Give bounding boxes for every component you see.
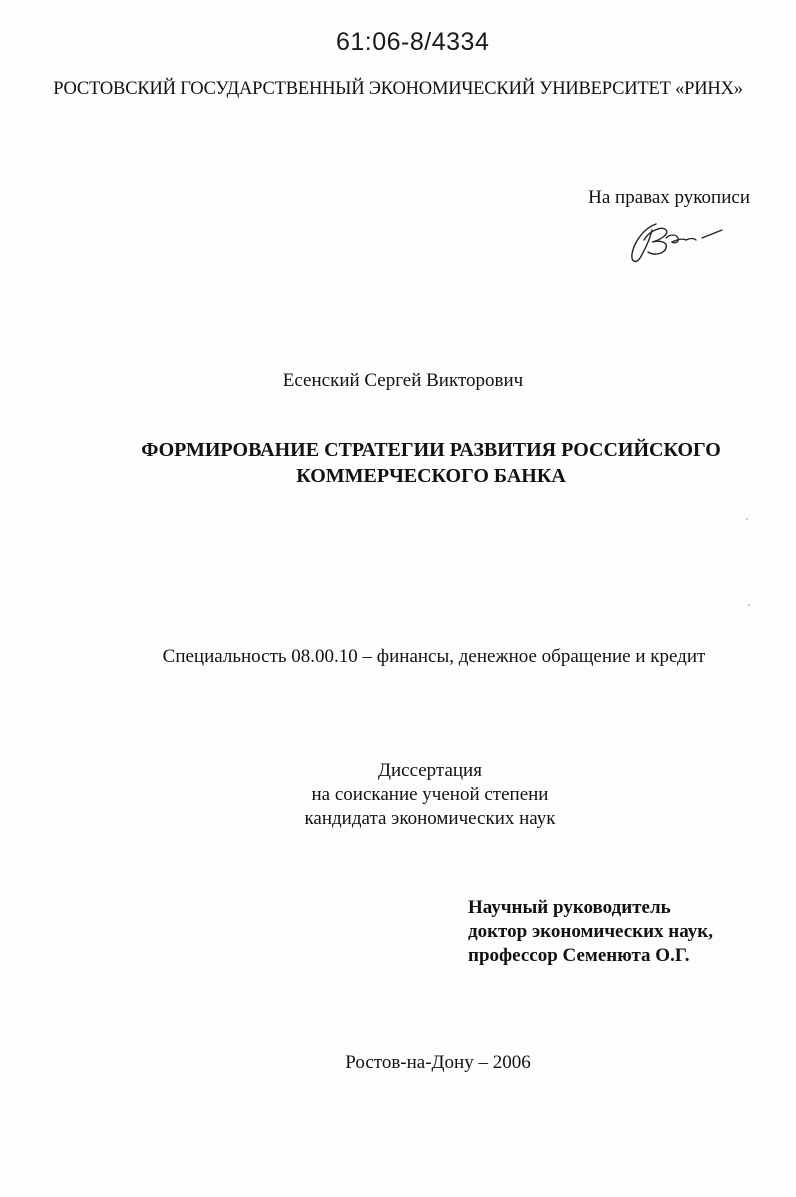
supervisor-line-1: Научный руководитель: [468, 897, 671, 918]
author-name: Есенский Сергей Викторович: [282, 370, 524, 391]
degree-line-3: кандидата экономических наук: [304, 808, 556, 829]
title-line-1: ФОРМИРОВАНИЕ СТРАТЕГИИ РАЗВИТИЯ РОССИЙСКОГО: [141, 439, 721, 461]
supervisor-line-2: доктор экономических наук,: [468, 921, 713, 942]
handwritten-signature-icon: [626, 216, 730, 266]
specialty-line: Специальность 08.00.10 – финансы, денежное обращение и кредит: [162, 646, 706, 667]
scan-speck: [746, 518, 748, 520]
scan-speck: [748, 604, 750, 606]
degree-line-2: на соискание ученой степени: [311, 784, 549, 805]
degree-line-1: Диссертация: [378, 760, 482, 781]
university-name: РОСТОВСКИЙ ГОСУДАРСТВЕННЫЙ ЭКОНОМИЧЕСКИЙ УНИВЕРСИТЕТ «РИНХ»: [53, 79, 743, 99]
dissertation-title: [0, 437, 796, 489]
title-line-2: КОММЕРЧЕСКОГО БАНКА: [296, 465, 566, 487]
catalog-number: 61:06-8/4334: [336, 28, 490, 56]
supervisor-block: [468, 896, 788, 968]
supervisor-line-3: профессор Семенюта О.Г.: [468, 945, 690, 966]
degree-statement: [0, 759, 796, 831]
city-year: Ростов-на-Дону – 2006: [345, 1052, 531, 1073]
manuscript-rights-label: На правах рукописи: [588, 187, 750, 208]
